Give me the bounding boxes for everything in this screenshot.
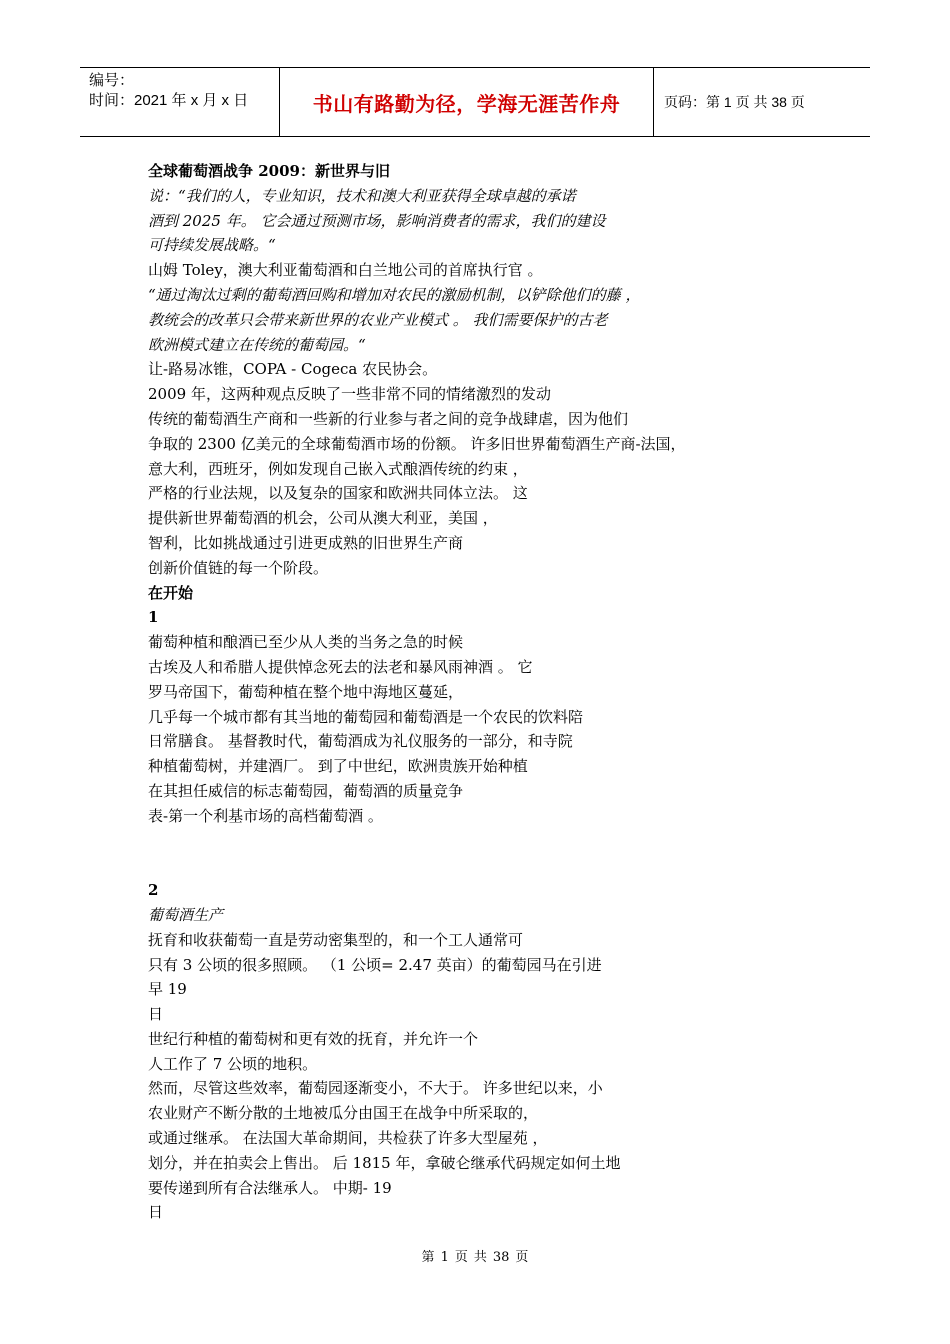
paragraph-line: 世纪行种植的葡萄树和更有效的抚育，并允许一个 [148,1029,479,1048]
footer-total-label: 共 [473,1250,487,1265]
paragraph-line: 人工作了 7 公顷的地积。 [148,1054,318,1073]
paragraph-line: 日 [148,1203,164,1222]
quote-line: 可持续发展战略。“ [148,236,276,255]
paragraph-line: 表-第一个利基市场的高档葡萄酒 。 [148,806,383,825]
section-number: 2 [148,881,159,900]
document-title: 全球葡萄酒战争 2009：新世界与旧 [148,162,390,180]
footer-page-number: 1 [440,1250,449,1265]
paragraph-line: 传统的葡萄酒生产商和一些新的行业参与者之间的竞争战肆虐，因为他们 [148,409,629,428]
attribution-line: 山姆 Toley，澳大利亚葡萄酒和白兰地公司的首席执行官 。 [148,261,543,280]
spacer [148,829,748,879]
paragraph-line: 罗马帝国下，葡萄种植在整个地中海地区蔓延， [148,682,464,701]
page-header [80,67,870,137]
header-motto: 书山有路勤为径，学海无涯苦作舟 [280,68,654,136]
paragraph-line: 划分，并在拍卖会上售出。 后 1815 年，拿破仑继承代码规定如何土地 [148,1153,621,1172]
paragraph-line: 只有 3 公顷的很多照顾。 （1 公顷= 2.47 英亩）的葡萄园马在引进 [148,955,602,974]
paragraph-line: 争取的 2300 亿美元的全球葡萄酒市场的份额。 许多旧世界葡萄酒生产商-法国， [148,434,686,453]
section-heading: 在开始 [148,583,194,602]
paragraph-line: 智利，比如挑战通过引进更成熟的旧世界生产商 [148,533,464,552]
footer-total-number: 38 [492,1250,510,1265]
quote-line: 教统会的改革只会带来新世界的农业产业模式 。 我们需要保护的古老 [148,310,608,329]
quote-line: 酒到 2025 年。 它会通过预测市场，影响消费者的需求，我们的建设 [148,211,606,230]
paragraph-line: 种植葡萄树，并建酒厂。 到了中世纪，欧洲贵族开始种植 [148,757,528,776]
section-subheading: 葡萄酒生产 [148,905,224,924]
paragraph-line: 日常膳食。 基督教时代，葡萄酒成为礼仪服务的一部分，和寺院 [148,732,573,751]
paragraph-line: 几乎每一个城市都有其当地的葡萄园和葡萄酒是一个农民的饮料陪 [148,707,584,726]
paragraph-line: 严格的行业法规，以及复杂的国家和欧洲共同体立法。 这 [148,484,528,503]
footer-total-unit: 页 [515,1250,529,1265]
number-label: 编号： [89,72,135,89]
attribution-line: 让-路易冰锥，COPA - Cogeca 农民协会。 [148,360,438,379]
header-meta [80,68,280,136]
paragraph-line: 提供新世界葡萄酒的机会，公司从澳大利亚，美国 ， [148,509,498,528]
quote-line: 说：“我们的人，专业知识，技术和澳大利亚获得全球卓越的承诺 [148,186,576,205]
paragraph-line: 在其担任威信的标志葡萄园，葡萄酒的质量竞争 [148,781,464,800]
quote-line: “通过淘汰过剩的葡萄酒回购和增加对农民的激励机制，以铲除他们的藤 ， [148,285,641,304]
paragraph-line: 农业财产不断分散的土地被瓜分由国王在战争中所采取的， [148,1104,539,1123]
time-label: 时间：2021 年 x 月 x 日 [89,92,249,109]
paragraph-line: 2009 年，这两种观点反映了一些非常不同的情绪激烈的发动 [148,385,551,404]
footer-page-label: 第 [421,1250,435,1265]
paragraph-line: 然而，尽管这些效率，葡萄园逐渐变小，不大于。 许多世纪以来，小 [148,1079,603,1098]
document-body [148,159,748,1225]
paragraph-line: 意大利，西班牙，例如发现自己嵌入式酿酒传统的约束 ， [148,459,528,478]
quote-line: 欧洲模式建立在传统的葡萄园。“ [148,335,366,354]
paragraph-line: 或通过继承。 在法国大革命期间，共检获了许多大型屋苑 ， [148,1129,548,1148]
paragraph-line: 要传递到所有合法继承人。 中期- 19 [148,1178,392,1197]
paragraph-line: 葡萄种植和酿酒已至少从人类的当务之急的时候 [148,633,464,652]
page-footer [0,1246,950,1265]
header-page-info: 页码：第 1 页 共 38 页 [664,94,805,110]
paragraph-line: 创新价值链的每一个阶段。 [148,558,329,577]
footer-page-unit: 页 [454,1250,468,1265]
paragraph-line: 抚育和收获葡萄一直是劳动密集型的，和一个工人通常可 [148,930,524,949]
paragraph-line: 古埃及人和希腊人提供悼念死去的法老和暴风雨神酒 。 它 [148,657,533,676]
paragraph-line: 早 19 [148,980,187,999]
section-number: 1 [148,608,159,627]
paragraph-line: 日 [148,1005,164,1024]
